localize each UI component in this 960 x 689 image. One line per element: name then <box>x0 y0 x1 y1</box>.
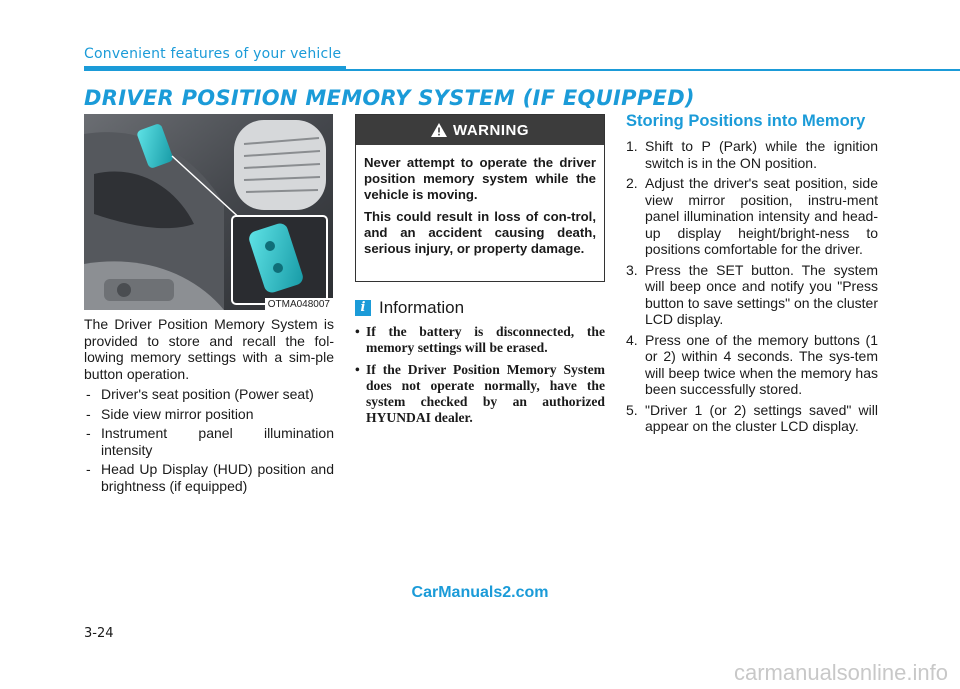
list-item: - Side view mirror position <box>84 406 334 423</box>
figure-code: OTMA048007 <box>265 298 333 310</box>
list-item: - Head Up Display (HUD) position and brightness (if equipped) <box>84 461 334 494</box>
list-item: - Driver's seat position (Power seat) <box>84 386 334 403</box>
footer-site-mark: carmanualsonline.info <box>733 660 948 685</box>
list-item: • If the battery is disconnected, the memory settings will be erased. <box>355 324 605 356</box>
door-panel-illustration <box>84 114 333 310</box>
step-item: 4. Press one of the memory buttons (1 or 2) within 4 seconds. The sys-tem will beep twice when the memory has been successfully stored. <box>626 331 878 397</box>
warning-paragraph: Never attempt to operate the driver position memory system while the vehicle is moving. <box>364 155 596 202</box>
memory-settings-list <box>84 386 334 494</box>
information-list <box>355 324 605 426</box>
page-number: 3-24 <box>84 626 114 641</box>
intro-column <box>84 316 334 497</box>
section-rule <box>84 66 960 71</box>
warning-triangle-icon <box>431 123 447 137</box>
warning-paragraph: This could result in loss of con-trol, and an accident causing death, serious injury, or property damage. <box>364 209 596 256</box>
step-item: 1. Shift to P (Park) while the ignition switch is in the ON position. <box>626 138 878 171</box>
watermark-link[interactable]: CarManuals2.com <box>411 584 549 601</box>
info-icon: i <box>355 300 371 316</box>
step-item: 3. Press the SET button. The system will beep once and notify you "Press button to save settings" on the cluster LCD display. <box>626 261 878 327</box>
storing-steps-column <box>626 138 878 439</box>
storing-steps-list <box>626 138 878 435</box>
warning-heading: WARNING <box>453 121 529 139</box>
step-item: 2. Adjust the driver's seat position, side view mirror position, instru-ment panel illumination intensity and head-up display height/bright-ness to positions comfortable for the driver. <box>626 175 878 257</box>
page-title: DRIVER POSITION MEMORY SYSTEM (IF EQUIPPED) <box>84 86 695 110</box>
list-item: • If the Driver Position Memory System does not operate normally, have the system checked by an authorized HYUNDAI dealer. <box>355 362 605 426</box>
warning-header <box>356 115 604 145</box>
information-heading: Information <box>379 298 465 317</box>
warning-box <box>355 114 605 282</box>
storing-positions-heading: Storing Positions into Memory <box>626 112 866 130</box>
section-label: Convenient features of your vehicle <box>84 46 342 62</box>
information-box <box>355 298 605 432</box>
intro-paragraph: The Driver Position Memory System is provided to store and recall the fol-lowing memory settings with a sim-ple button operation. <box>84 316 334 382</box>
memory-buttons-photo <box>84 114 333 310</box>
list-item: - Instrument panel illumination intensity <box>84 425 334 458</box>
step-item: 5. "Driver 1 (or 2) settings saved" will appear on the cluster LCD display. <box>626 401 878 434</box>
